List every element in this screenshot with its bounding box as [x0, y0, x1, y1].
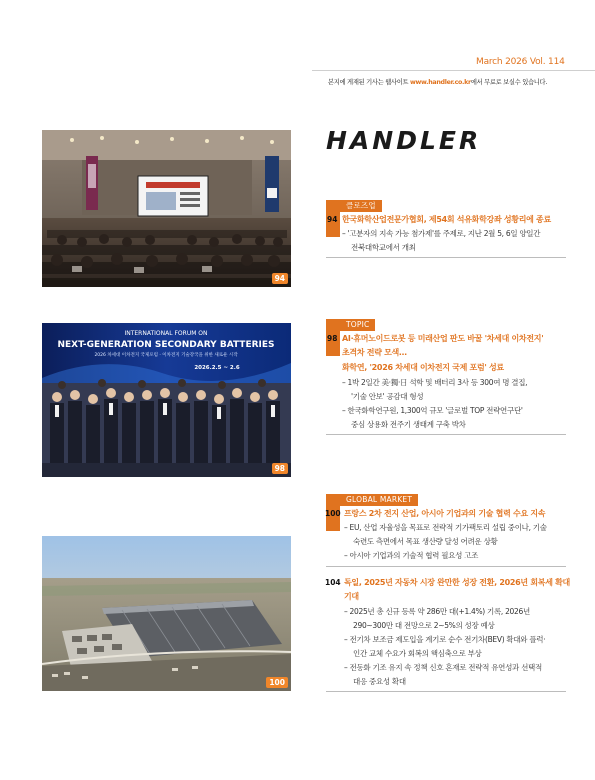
photo-page-badge: 94	[272, 273, 288, 284]
section-divider	[326, 434, 566, 435]
article-headline[interactable]: 프랑스 2차 전지 산업, 아시아 기업과의 기술 협력 수요 지속	[344, 509, 546, 518]
website-link[interactable]: www.handler.co.kr	[409, 79, 471, 86]
banner-subtitle: 2026 차세대 이차전지 국제포럼 · 이차전지 기술강국을 위한 새로운 시작	[94, 353, 238, 358]
article-summary: – 한국화학연구원, 1,300억 규모 '글로벌 TOP 전략연구단'	[342, 406, 523, 415]
magazine-logo: HANDLER	[326, 126, 482, 155]
article-headline-cont[interactable]: 초격차 전략 모색…	[342, 348, 407, 357]
article-summary: – EU, 산업 자율성을 목표로 전략적 기가팩토리 설립 중이나, 기술	[344, 523, 547, 532]
article-summary: 290~300만 대 전망으로 2~5%의 성장 예상	[353, 621, 495, 630]
banner-title-top: INTERNATIONAL FORUM ON	[124, 330, 208, 337]
website-notice	[328, 77, 547, 86]
article-summary: 숙련도 측면에서 목표 생산량 달성 어려운 상황	[353, 537, 498, 546]
issue-info: March 2026 Vol. 114	[476, 57, 565, 67]
section-label-closeup: 클로즈업	[340, 200, 382, 212]
section-label-topic: TOPIC	[340, 319, 375, 331]
article-summary: 대응 중요성 확대	[353, 677, 406, 686]
article-page-number: 104	[325, 578, 341, 587]
article-summary: – '고분자의 지속 가능 첨가제'를 주제로, 지난 2월 5, 6일 양일간	[342, 229, 541, 238]
article-summary: 인간 교체 수요가 회복의 핵심축으로 부상	[353, 649, 482, 658]
photo-battery-forum[interactable]	[42, 323, 291, 477]
article-page-number: 100	[325, 509, 341, 518]
factory-aerial-image	[42, 536, 291, 691]
article-summary: – 1박 2일간 美·獨·日 석학 및 배터리 3사 등 300여 명 결집,	[342, 378, 528, 387]
article-summary: 중심 상용화 전주기 생태계 구축 박차	[351, 420, 466, 429]
header-divider	[312, 70, 595, 71]
article-divider	[326, 566, 566, 567]
notice-text: 본지에 게재된 기사는 웹사이트	[328, 79, 410, 86]
notice-text-end: 에서 무료로 보실수 있습니다.	[470, 79, 548, 86]
forum-group-image	[42, 323, 291, 477]
article-summary: '기술 안보' 공감대 형성	[351, 392, 424, 401]
banner-date: 2026.2.5 ~ 2.6	[194, 365, 240, 371]
article-summary: 전북대학교에서 개최	[351, 243, 416, 252]
photo-gigafactory-aerial[interactable]	[42, 536, 291, 691]
photo-page-badge: 100	[266, 677, 288, 688]
article-headline-cont[interactable]: 기대	[344, 592, 359, 601]
article-page-number: 98	[327, 334, 338, 343]
article-headline[interactable]: 독일, 2025년 자동차 시장 완만한 성장 전환, 2026년 회복세 확대	[344, 578, 570, 587]
article-headline[interactable]: AI·휴머노이드로봇 등 미래산업 판도 바꿀 '차세대 이차전지'	[342, 334, 544, 343]
photo-lecture-hall[interactable]	[42, 130, 291, 287]
article-headline-secondary[interactable]: 화학연, '2026 차세대 이차전지 국제 포럼' 성료	[342, 363, 504, 372]
article-summary: – 전기차 보조금 제도입을 계기로 순수 전기차(BEV) 확대와 플럭·	[344, 635, 546, 644]
article-summary: – 아시아 기업과의 기술적 협력 필요성 고조	[344, 551, 479, 560]
section-divider	[326, 257, 566, 258]
lecture-hall-image	[42, 130, 291, 287]
article-summary: – 2025년 총 신규 등록 약 286만 대(+1.4%) 기록, 2026년	[344, 607, 530, 616]
banner-title-main: NEXT-GENERATION SECONDARY BATTERIES	[57, 340, 275, 350]
article-headline[interactable]: 한국화학산업전문가협회, 제54회 석유화학강좌 성황리에 종료	[342, 215, 551, 224]
photo-page-badge: 98	[272, 463, 288, 474]
section-label-global-market: GLOBAL MARKET	[340, 494, 418, 506]
article-summary: – 전동화 기조 유지 속 정책 신호 혼재로 전략적 유연성과 선택적	[344, 663, 542, 672]
article-page-number: 94	[327, 215, 338, 224]
section-divider	[326, 691, 566, 692]
